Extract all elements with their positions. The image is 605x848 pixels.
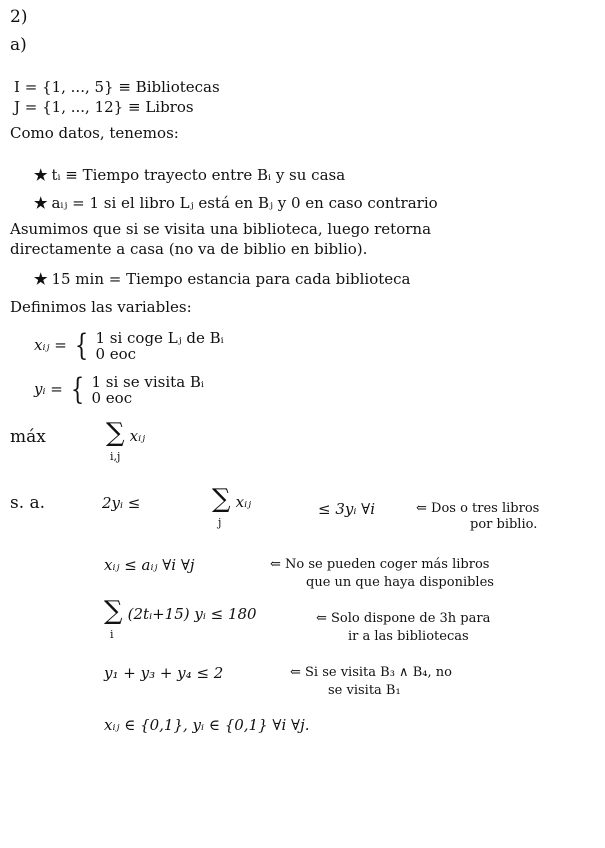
data-item-a-text: aᵢⱼ = 1 si el libro Lⱼ está en Bⱼ y 0 en caso contrario — [51, 194, 438, 212]
c1-sum-sub: j — [218, 516, 222, 529]
c1-sum — [212, 484, 252, 529]
vars-intro: Definimos las variables: — [10, 298, 192, 316]
star-bullet-icon: ★ — [34, 166, 48, 184]
set-j-definition: J = {1, ..., 12} ≡ Libros — [14, 98, 194, 116]
var-y-definition — [34, 374, 204, 406]
c1-lhs: 2yᵢ ≤ — [102, 494, 141, 512]
var-y-case-2: 0 eoc — [91, 389, 133, 407]
sigma-icon: ∑ — [106, 418, 125, 448]
objective-sum-sub: i,j — [110, 450, 121, 463]
c1-rhs: ≤ 3yᵢ ∀i — [318, 500, 375, 518]
st-label: s. a. — [10, 493, 46, 513]
set-i-definition: I = {1, ..., 5} ≡ Bibliotecas — [14, 78, 220, 96]
c3-note-1: ⇐ Solo dispone de 3h para — [316, 611, 491, 626]
c4-expr: y₁ + y₃ + y₄ ≤ 2 — [104, 664, 224, 682]
data-intro: Como datos, tenemos: — [10, 124, 179, 142]
data-item-t-text: tᵢ ≡ Tiempo trayecto entre Bᵢ y su casa — [51, 166, 346, 184]
var-x-lhs: xᵢⱼ = — [34, 336, 67, 354]
assumption-line-2: directamente a casa (no va de biblio en biblio). — [10, 240, 368, 258]
c2-note-2: que un que haya disponibles — [306, 575, 494, 590]
c4-note-1: ⇐ Si se visita B₃ ∧ B₄, no — [290, 665, 452, 680]
c5-expr: xᵢⱼ ∈ {0,1}, yᵢ ∈ {0,1} ∀i ∀j. — [104, 716, 310, 734]
c1-term: xᵢⱼ — [235, 493, 252, 511]
var-y-case-1: 1 si se visita Bᵢ — [91, 373, 204, 391]
star-bullet-icon: ★ — [34, 194, 48, 212]
part-label: a) — [10, 35, 27, 55]
var-x-case-1: 1 si coge Lⱼ de Bᵢ — [95, 329, 224, 347]
brace-icon: { — [74, 328, 88, 363]
star-bullet-icon: ★ — [34, 270, 48, 288]
assumption-line-1: Asumimos que si se visita una biblioteca, luego retorna — [10, 220, 432, 238]
c3-note-2: ir a las bibliotecas — [348, 629, 469, 644]
c3-sum — [104, 596, 257, 641]
data-item-a — [34, 194, 438, 212]
sigma-icon: ∑ — [212, 484, 231, 514]
stay-item — [34, 270, 410, 288]
problem-number: 2) — [10, 7, 28, 27]
var-x-definition — [34, 330, 224, 362]
stay-item-text: 15 min = Tiempo estancia para cada biblioteca — [51, 270, 411, 288]
objective-label: máx — [10, 427, 46, 447]
c3-expr: (2tᵢ+15) yᵢ ≤ 180 — [127, 605, 257, 623]
brace-icon: { — [70, 372, 84, 407]
c4-note-2: se visita B₁ — [328, 683, 401, 698]
var-x-cases — [95, 330, 223, 362]
c1-note-1: ⇐ Dos o tres libros — [416, 501, 540, 516]
c3-sum-sub: i — [110, 628, 114, 641]
objective-term: xᵢⱼ — [129, 427, 146, 445]
sigma-icon: ∑ — [104, 596, 123, 626]
var-x-case-2: 0 eoc — [95, 345, 137, 363]
c2-expr: xᵢⱼ ≤ aᵢⱼ ∀i ∀j — [104, 556, 195, 574]
data-item-t — [34, 166, 345, 184]
c1-note-2: por biblio. — [470, 517, 538, 532]
var-y-lhs: yᵢ = — [34, 380, 63, 398]
c2-note-1: ⇐ No se pueden coger más libros — [270, 557, 490, 572]
objective-sum — [106, 418, 146, 463]
var-y-cases — [91, 374, 203, 406]
